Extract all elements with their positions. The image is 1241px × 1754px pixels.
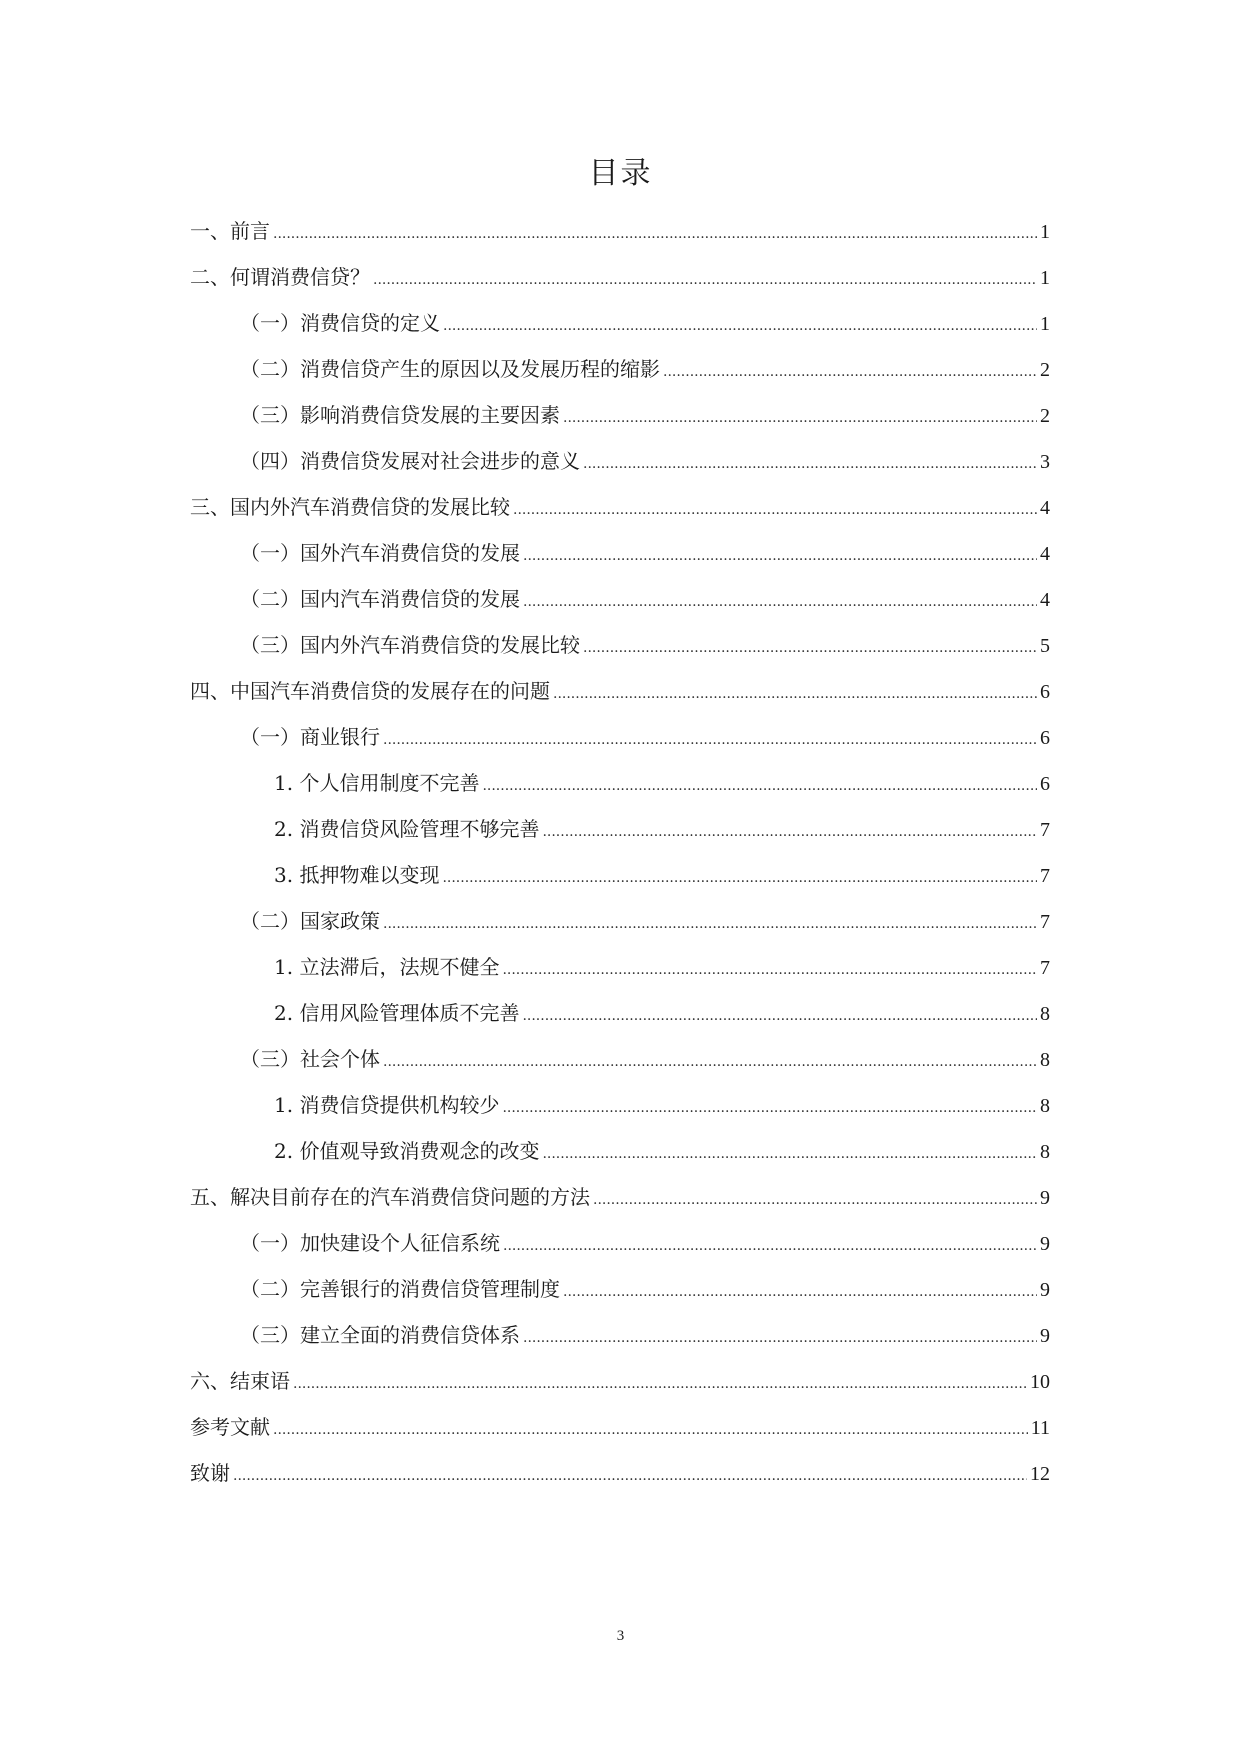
toc-entry[interactable]	[190, 1412, 1050, 1458]
toc-entry-page: 4	[1040, 589, 1050, 611]
toc-entry-page: 6	[1040, 727, 1050, 749]
toc-leader-dots	[513, 495, 1037, 525]
toc-leader-dots	[383, 909, 1037, 939]
toc-entry[interactable]	[190, 308, 1050, 354]
toc-leader-dots	[383, 1047, 1037, 1077]
toc-entry-page: 8	[1040, 1095, 1050, 1117]
toc-entry-page: 12	[1030, 1463, 1050, 1485]
toc-entry-label: （一）商业银行	[240, 725, 380, 749]
toc-entry-page: 2	[1040, 405, 1050, 427]
toc-entry-page: 9	[1040, 1233, 1050, 1255]
toc-leader-dots	[443, 311, 1037, 341]
toc-entry[interactable]	[190, 860, 1050, 906]
toc-entry-label: （一）消费信贷的定义	[240, 311, 440, 335]
toc-entry-label: （二）完善银行的消费信贷管理制度	[240, 1277, 560, 1301]
toc-entry-page: 5	[1040, 635, 1050, 657]
toc-title: 目录	[588, 156, 653, 191]
toc-entry-page: 4	[1040, 543, 1050, 565]
toc-list	[190, 216, 1050, 1504]
toc-entry-page: 9	[1040, 1187, 1050, 1209]
toc-leader-dots	[233, 1461, 1027, 1491]
toc-entry[interactable]	[190, 400, 1050, 446]
toc-entry-label: （二）国内汽车消费信贷的发展	[240, 587, 520, 611]
toc-entry-label: （三）建立全面的消费信贷体系	[240, 1323, 520, 1347]
toc-leader-dots	[482, 771, 1037, 801]
toc-entry[interactable]	[190, 1228, 1050, 1274]
toc-leader-dots	[583, 449, 1037, 479]
toc-entry-label: （一）加快建设个人征信系统	[240, 1231, 500, 1255]
toc-entry[interactable]	[190, 952, 1050, 998]
toc-entry-page: 1	[1040, 313, 1050, 335]
toc-entry-page: 7	[1040, 819, 1050, 841]
toc-entry-label: 1. 立法滞后，法规不健全	[274, 955, 500, 979]
toc-entry[interactable]	[190, 906, 1050, 952]
toc-leader-dots	[663, 357, 1037, 387]
toc-leader-dots	[523, 1323, 1037, 1353]
toc-entry-label: 1. 个人信用制度不完善	[274, 771, 480, 795]
toc-entry-label: 一、前言	[190, 219, 270, 243]
toc-leader-dots	[273, 1415, 1028, 1445]
toc-entry-label: （三）国内外汽车消费信贷的发展比较	[240, 633, 580, 657]
toc-leader-dots	[563, 1277, 1037, 1307]
toc-entry-label: 三、国内外汽车消费信贷的发展比较	[190, 495, 510, 519]
toc-entry-page: 7	[1040, 865, 1050, 887]
toc-entry-page: 9	[1040, 1325, 1050, 1347]
toc-entry[interactable]	[190, 262, 1050, 308]
toc-entry[interactable]	[190, 1182, 1050, 1228]
toc-leader-dots	[523, 541, 1037, 571]
toc-entry-label: 参考文献	[190, 1415, 270, 1439]
toc-entry[interactable]	[190, 814, 1050, 860]
toc-entry-page: 7	[1040, 911, 1050, 933]
toc-entry-label: （二）国家政策	[240, 909, 380, 933]
toc-entry[interactable]	[190, 492, 1050, 538]
toc-entry-page: 8	[1040, 1049, 1050, 1071]
toc-entry-label: （二）消费信贷产生的原因以及发展历程的缩影	[240, 357, 660, 381]
toc-entry[interactable]	[190, 722, 1050, 768]
toc-entry-page: 2	[1040, 359, 1050, 381]
toc-leader-dots	[523, 587, 1037, 617]
toc-leader-dots	[563, 403, 1037, 433]
toc-entry-label: 3. 抵押物难以变现	[274, 863, 440, 887]
toc-entry[interactable]	[190, 538, 1050, 584]
toc-entry-label: （三）社会个体	[240, 1047, 380, 1071]
toc-leader-dots	[522, 1001, 1037, 1031]
toc-leader-dots	[373, 265, 1037, 295]
toc-entry-label: （一）国外汽车消费信贷的发展	[240, 541, 520, 565]
toc-entry[interactable]	[190, 1274, 1050, 1320]
toc-entry-page: 1	[1040, 267, 1050, 289]
toc-entry-page: 8	[1040, 1141, 1050, 1163]
toc-entry[interactable]	[190, 1090, 1050, 1136]
toc-entry-label: （四）消费信贷发展对社会进步的意义	[240, 449, 580, 473]
toc-entry-page: 4	[1040, 497, 1050, 519]
page-number: 3	[616, 1628, 625, 1644]
toc-entry[interactable]	[190, 1366, 1050, 1412]
toc-leader-dots	[593, 1185, 1037, 1215]
toc-leader-dots	[583, 633, 1037, 663]
toc-entry-page: 6	[1040, 773, 1050, 795]
toc-entry-label: 2. 信用风险管理体质不完善	[274, 1001, 520, 1025]
toc-leader-dots	[542, 817, 1037, 847]
toc-entry-page: 6	[1040, 681, 1050, 703]
toc-leader-dots	[273, 219, 1037, 249]
toc-entry[interactable]	[190, 446, 1050, 492]
toc-entry-page: 3	[1040, 451, 1050, 473]
toc-entry[interactable]	[190, 1320, 1050, 1366]
toc-entry[interactable]	[190, 1136, 1050, 1182]
toc-entry-label: 五、解决目前存在的汽车消费信贷问题的方法	[190, 1185, 590, 1209]
toc-leader-dots	[293, 1369, 1027, 1399]
toc-leader-dots	[502, 955, 1037, 985]
toc-entry-label: 四、中国汽车消费信贷的发展存在的问题	[190, 679, 550, 703]
toc-entry-page: 8	[1040, 1003, 1050, 1025]
toc-leader-dots	[383, 725, 1037, 755]
toc-entry-page: 1	[1040, 221, 1050, 243]
toc-entry[interactable]	[190, 998, 1050, 1044]
toc-entry[interactable]	[190, 1458, 1050, 1504]
toc-entry[interactable]	[190, 216, 1050, 262]
toc-entry-label: （三）影响消费信贷发展的主要因素	[240, 403, 560, 427]
toc-entry-label: 致谢	[190, 1461, 230, 1485]
toc-leader-dots	[442, 863, 1037, 893]
toc-entry-label: 1. 消费信贷提供机构较少	[274, 1093, 500, 1117]
toc-leader-dots	[553, 679, 1037, 709]
toc-entry[interactable]	[190, 354, 1050, 400]
toc-entry[interactable]	[190, 630, 1050, 676]
toc-entry[interactable]	[190, 1044, 1050, 1090]
toc-entry-page: 10	[1030, 1371, 1050, 1393]
toc-entry-page: 11	[1030, 1417, 1050, 1439]
toc-entry-page: 9	[1040, 1279, 1050, 1301]
toc-entry-label: 六、结束语	[190, 1369, 290, 1393]
toc-entry[interactable]	[190, 768, 1050, 814]
toc-leader-dots	[502, 1093, 1037, 1123]
toc-entry[interactable]	[190, 584, 1050, 630]
toc-entry-label: 二、何谓消费信贷？	[190, 265, 370, 289]
toc-leader-dots	[542, 1139, 1037, 1169]
toc-leader-dots	[503, 1231, 1037, 1261]
toc-entry-label: 2. 消费信贷风险管理不够完善	[274, 817, 540, 841]
toc-entry[interactable]	[190, 676, 1050, 722]
toc-entry-label: 2. 价值观导致消费观念的改变	[274, 1139, 540, 1163]
toc-entry-page: 7	[1040, 957, 1050, 979]
